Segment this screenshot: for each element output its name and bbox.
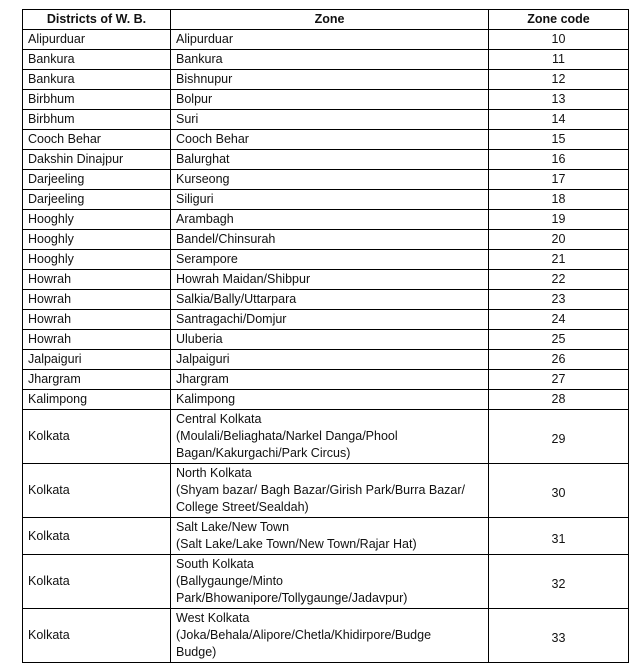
zone-line: Bolpur (176, 92, 213, 106)
table-row (23, 609, 629, 663)
table-row (23, 555, 629, 609)
zone-code-cell: 20 (489, 230, 629, 250)
zone-line: (Moulali/Beliaghata/Narkel Danga/Phool (176, 429, 398, 443)
district-cell: Alipurduar (23, 30, 171, 50)
zone-cell (171, 270, 489, 290)
zone-code-cell: 32 (489, 555, 629, 609)
header-zone-code: Zone code (489, 10, 629, 30)
table-row (23, 290, 629, 310)
zone-cell (171, 30, 489, 50)
zone-code-cell: 11 (489, 50, 629, 70)
district-cell: Birbhum (23, 90, 171, 110)
district-cell: Hooghly (23, 250, 171, 270)
district-cell: Hooghly (23, 230, 171, 250)
district-cell: Kalimpong (23, 390, 171, 410)
table-body (23, 30, 629, 663)
zone-line: Bagan/Kakurgachi/Park Circus) (176, 446, 351, 460)
zone-line: South Kolkata (176, 557, 254, 571)
table-row (23, 464, 629, 518)
zone-line: (Ballygaunge/Minto (176, 574, 284, 588)
zone-cell (171, 390, 489, 410)
table-header-row (23, 10, 629, 30)
zone-line: (Shyam bazar/ Bagh Bazar/Girish Park/Burra Bazar/ (176, 483, 466, 497)
zone-code-table (22, 9, 629, 663)
table-row (23, 230, 629, 250)
header-zone: Zone (171, 10, 489, 30)
table-row (23, 130, 629, 150)
district-cell: Hooghly (23, 210, 171, 230)
district-cell: Howrah (23, 330, 171, 350)
zone-code-cell: 22 (489, 270, 629, 290)
zone-line: Bishnupur (176, 72, 233, 86)
district-cell: Kolkata (23, 609, 171, 663)
zone-code-cell: 31 (489, 518, 629, 555)
zone-line: Budge) (176, 645, 217, 659)
zone-line: West Kolkata (176, 611, 250, 625)
zone-code-cell: 18 (489, 190, 629, 210)
zone-line: (Joka/Behala/Alipore/Chetla/Khidirpore/Budge (176, 628, 432, 642)
district-cell: Dakshin Dinajpur (23, 150, 171, 170)
zone-code-cell: 10 (489, 30, 629, 50)
zone-line: North Kolkata (176, 466, 252, 480)
zone-line: Jhargram (176, 372, 229, 386)
zone-cell (171, 230, 489, 250)
zone-line: Balurghat (176, 152, 230, 166)
zone-cell (171, 130, 489, 150)
zone-line: Howrah Maidan/Shibpur (176, 272, 311, 286)
zone-line: Cooch Behar (176, 132, 249, 146)
table-row (23, 250, 629, 270)
district-cell: Kolkata (23, 410, 171, 464)
zone-cell (171, 464, 489, 518)
zone-cell (171, 70, 489, 90)
district-cell: Bankura (23, 70, 171, 90)
zone-line: Bandel/Chinsurah (176, 232, 276, 246)
district-cell: Cooch Behar (23, 130, 171, 150)
zone-cell (171, 518, 489, 555)
zone-cell (171, 410, 489, 464)
zone-code-cell: 17 (489, 170, 629, 190)
table-row (23, 110, 629, 130)
district-cell: Jalpaiguri (23, 350, 171, 370)
zone-cell (171, 250, 489, 270)
zone-cell (171, 350, 489, 370)
zone-line: Salkia/Bally/Uttarpara (176, 292, 297, 306)
district-cell: Darjeeling (23, 190, 171, 210)
zone-code-cell: 16 (489, 150, 629, 170)
zone-cell (171, 370, 489, 390)
zone-cell (171, 310, 489, 330)
zone-code-cell: 12 (489, 70, 629, 90)
zone-cell (171, 150, 489, 170)
zone-line: Park/Bhowanipore/Tollygaunge/Jadavpur) (176, 591, 408, 605)
table-row (23, 330, 629, 350)
zone-code-cell: 19 (489, 210, 629, 230)
zone-line: Arambagh (176, 212, 234, 226)
zone-cell (171, 609, 489, 663)
zone-code-cell: 24 (489, 310, 629, 330)
zone-code-cell: 29 (489, 410, 629, 464)
zone-line: Alipurduar (176, 32, 233, 46)
zone-code-cell: 33 (489, 609, 629, 663)
zone-line: Central Kolkata (176, 412, 262, 426)
table-row (23, 210, 629, 230)
district-cell: Birbhum (23, 110, 171, 130)
table-row (23, 190, 629, 210)
district-cell: Jhargram (23, 370, 171, 390)
zone-cell (171, 210, 489, 230)
table-row (23, 90, 629, 110)
table-row (23, 170, 629, 190)
zone-code-cell: 14 (489, 110, 629, 130)
table-row (23, 50, 629, 70)
zone-line: Bankura (176, 52, 223, 66)
table-row (23, 70, 629, 90)
zone-line: Kalimpong (176, 392, 236, 406)
zone-cell (171, 330, 489, 350)
zone-line: Kurseong (176, 172, 230, 186)
zone-line: (Salt Lake/Lake Town/New Town/Rajar Hat) (176, 537, 417, 551)
table-row (23, 370, 629, 390)
district-cell: Bankura (23, 50, 171, 70)
zone-code-cell: 25 (489, 330, 629, 350)
zone-cell (171, 110, 489, 130)
table-row (23, 30, 629, 50)
zone-line: Siliguri (176, 192, 214, 206)
zone-code-cell: 28 (489, 390, 629, 410)
header-district: Districts of W. B. (23, 10, 171, 30)
district-cell: Kolkata (23, 464, 171, 518)
zone-line: Jalpaiguri (176, 352, 230, 366)
table-row (23, 350, 629, 370)
zone-cell (171, 190, 489, 210)
district-cell: Howrah (23, 270, 171, 290)
table-row (23, 390, 629, 410)
district-cell: Kolkata (23, 518, 171, 555)
district-cell: Howrah (23, 310, 171, 330)
zone-cell (171, 555, 489, 609)
district-cell: Kolkata (23, 555, 171, 609)
zone-code-cell: 13 (489, 90, 629, 110)
table-row (23, 518, 629, 555)
zone-line: Suri (176, 112, 199, 126)
zone-code-cell: 26 (489, 350, 629, 370)
zone-cell (171, 50, 489, 70)
table-row (23, 410, 629, 464)
district-cell: Darjeeling (23, 170, 171, 190)
table-row (23, 310, 629, 330)
zone-line: College Street/Sealdah) (176, 500, 309, 514)
zone-cell (171, 170, 489, 190)
zone-cell (171, 290, 489, 310)
zone-line: Uluberia (176, 332, 223, 346)
zone-code-cell: 23 (489, 290, 629, 310)
district-cell: Howrah (23, 290, 171, 310)
table-row (23, 270, 629, 290)
zone-line: Santragachi/Domjur (176, 312, 287, 326)
zone-line: Salt Lake/New Town (176, 520, 290, 534)
zone-code-cell: 15 (489, 130, 629, 150)
zone-line: Serampore (176, 252, 238, 266)
zone-code-cell: 21 (489, 250, 629, 270)
table-row (23, 150, 629, 170)
zone-cell (171, 90, 489, 110)
zone-code-cell: 30 (489, 464, 629, 518)
zone-code-cell: 27 (489, 370, 629, 390)
